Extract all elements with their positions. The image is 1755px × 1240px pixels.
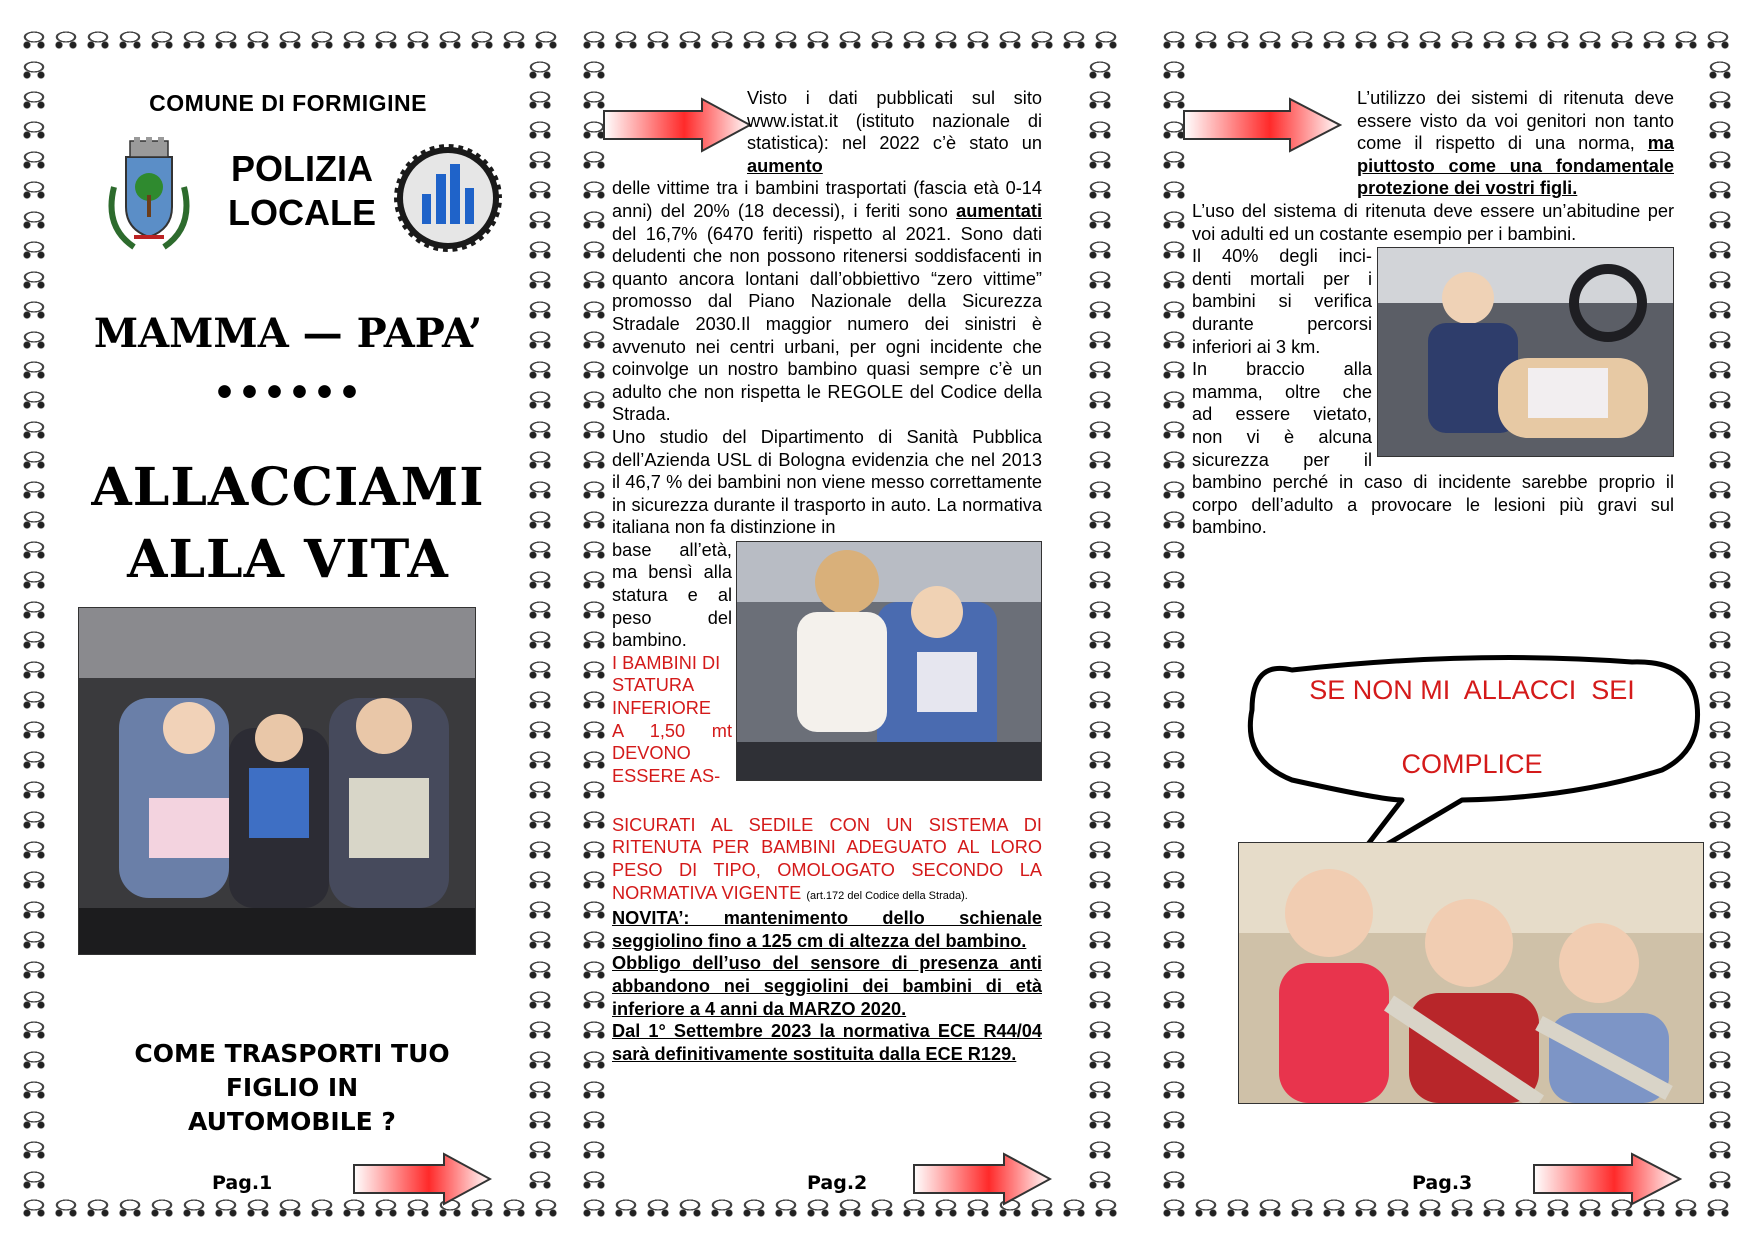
cover-question [122, 1037, 462, 1139]
headline-dots: •••••• [212, 372, 364, 414]
arrow-right-icon [352, 1152, 492, 1206]
image-wrap-block [1192, 245, 1674, 471]
car-border-icon [578, 52, 612, 1190]
wrap-line: ad essere vietato, [1192, 404, 1372, 425]
wrap-line: Il 40% degli inci- [1192, 246, 1372, 267]
car-border-icon [1084, 52, 1118, 1190]
article-reference: (art.172 del Codice della Strada). [806, 889, 968, 902]
wrap-line: denti mortali per i [1192, 268, 1372, 289]
wrap-text-column [612, 539, 732, 788]
bubble-text [1262, 674, 1682, 780]
red-line: STATURA [612, 675, 695, 696]
red-line: ESSERE AS- [612, 765, 721, 786]
police-title [212, 147, 392, 235]
polizia-locale-logo-icon [392, 142, 504, 254]
novita-paragraph: NOVITA’: mantenimento dello schienale seggiolino fino a 125 cm di altezza del bambino. [612, 908, 1042, 951]
obbligo-paragraph: Obbligo dell’uso del sensore di presenza anti abbandono nei seggiolini dei bambini di età inferiore a 4 anni da MARZO 2020. [612, 953, 1042, 1019]
car-border-icon [18, 22, 558, 52]
car-border-icon [1704, 52, 1738, 1190]
aumentati-word: aumentati [956, 200, 1042, 221]
image-wrap-block [612, 539, 1042, 814]
wrap-line: durante percorsi [1192, 313, 1372, 334]
car-border-icon [1158, 22, 1738, 52]
protection-emphasis: ma piuttosto come una fondamentale protezione dei vostri figli. [1357, 133, 1674, 199]
stats-paragraph [612, 177, 1042, 426]
intro-text: Visto i dati pubblicati sul sito www.istat.it (istituto nazionale di statistica): nel 2022 c’è stato un [747, 88, 1042, 154]
adult-injury-paragraph: bambino perché in caso di incidente sarebbe proprio il corpo dell’adulto a provocare le lesioni più gravi sul bambino. [1192, 472, 1674, 538]
page-2-content [612, 52, 1084, 1194]
stats-text-b: del 16,7% (6470 feriti) rispetto al 2021. Sono dati deludenti che non possono ritenersi soddisfacenti in quanto ancora lontani dall’obbiettivo “zero vittime” promosso dal Piano Nazionale della Sicurezza Stradale 2030.Il maggior numero dei sinistri è avvenuto nei centri urbani, per ogni incidente che coinvolge un nostro bambino quasi sempre c’è un adulto che non rispetta le REGOLE del Codice della Strada. [612, 223, 1042, 425]
intro-text: L’utilizzo dei sistemi di ritenuta deve essere visto da voi genitori non tanto come il rispetto di una norma, [1357, 88, 1674, 154]
wrap-line: non vi è alcuna [1192, 426, 1372, 447]
page-3-text [1192, 87, 1674, 539]
headline-line-alla-vita: ALLA VITA [127, 529, 449, 590]
wrap-line: bambino. [612, 630, 687, 651]
page-1-panel [18, 22, 558, 1220]
wrap-line: sicurezza per il [1192, 449, 1372, 470]
red-law-text: SICURATI AL SEDILE CON UN SISTEMA DI RITENUTA PER BAMBINI ADEGUATO AL LORO PESO DI TIPO, OMOLOGATO SECONDO LA NORMATIVA VIGENTE [612, 814, 1042, 903]
headline-line-allacciami: ALLACCIAMI [91, 457, 485, 518]
habit-paragraph: L’uso del sistema di ritenuta deve essere un’abitudine per voi adulti ed un costante esempio per i bambini. [1192, 200, 1674, 244]
arrow-right-icon [1532, 1152, 1682, 1206]
wrap-line: peso del [612, 607, 732, 628]
police-word: POLIZIA [231, 148, 373, 189]
wrap-line: inferiori ai 3 km. [1192, 336, 1321, 357]
page-2-text [612, 87, 1042, 1065]
bubble-line-1: SE NON MI ALLACCI SEI [1309, 675, 1635, 705]
car-border-icon [1158, 52, 1192, 1190]
red-line: I BAMBINI DI [612, 652, 721, 673]
page-number: Pag.2 [807, 1172, 868, 1194]
mother-driving-photo [1377, 247, 1674, 457]
settembre-paragraph: Dal 1° Settembre 2023 la normativa ECE R44/04 sarà definitivamente sostituita dalla ECE R129. [612, 1021, 1042, 1064]
page-3-content [1192, 52, 1704, 1194]
wrap-line: base all’età, [612, 539, 732, 560]
page-1-content [52, 52, 524, 1194]
laughing-children-photo [1238, 842, 1704, 1104]
mother-child-seat-photo [736, 541, 1042, 781]
intro-paragraph [612, 87, 1042, 177]
red-line: INFERIORE [612, 698, 712, 719]
page-number: Pag.3 [1412, 1172, 1473, 1194]
children-car-seats-photo [78, 607, 476, 955]
page-number: Pag.1 [212, 1172, 273, 1194]
car-border-icon [524, 52, 558, 1190]
headline-allacciami [52, 452, 524, 596]
wrap-line: In braccio alla [1192, 359, 1372, 380]
wrap-text-column [1192, 245, 1372, 471]
car-border-icon [578, 22, 1118, 52]
stats-text-a: delle vittime tra i bambini trasportati (fascia età 0-14 anni) del 20% (18 decessi), i feriti sono [612, 178, 1042, 221]
wrap-line: bambini si verifica [1192, 291, 1372, 312]
car-border-icon [18, 52, 52, 1190]
municipality-name: COMUNE DI FORMIGINE [149, 90, 427, 116]
page-2-panel [578, 22, 1118, 1220]
intro-paragraph [1192, 87, 1674, 200]
question-line-2: FIGLIO IN [225, 1073, 359, 1102]
wrap-line: statura e al [612, 585, 732, 606]
municipal-crest-icon [104, 137, 194, 255]
red-line: A 1,50 mt [612, 720, 732, 741]
question-line-1: COME TRASPORTI TUO [134, 1039, 450, 1068]
wrap-line: mamma, oltre che [1192, 381, 1372, 402]
wrap-line: ma bensì alla [612, 562, 732, 583]
arrow-right-icon [912, 1152, 1052, 1206]
red-law-paragraph [612, 814, 1042, 907]
red-line: DEVONO [612, 743, 691, 764]
headline-mamma-papa: MAMMA — PAPA’ [93, 310, 483, 357]
question-line-3: AUTOMOBILE ? [188, 1107, 396, 1136]
bubble-line-2: COMPLICE [1401, 749, 1543, 779]
locale-word: LOCALE [228, 192, 376, 233]
aumento-word: aumento [747, 155, 823, 176]
page-3-panel [1158, 22, 1738, 1220]
study-paragraph: Uno studio del Dipartimento di Sanità Pubblica dell’Azienda USL di Bologna evidenzia che nel 2013 il 46,7 % dei bambini non viene messo correttamente in sicurezza durante il trasporto in auto. La normativa italiana non fa distinzione in [612, 426, 1042, 538]
